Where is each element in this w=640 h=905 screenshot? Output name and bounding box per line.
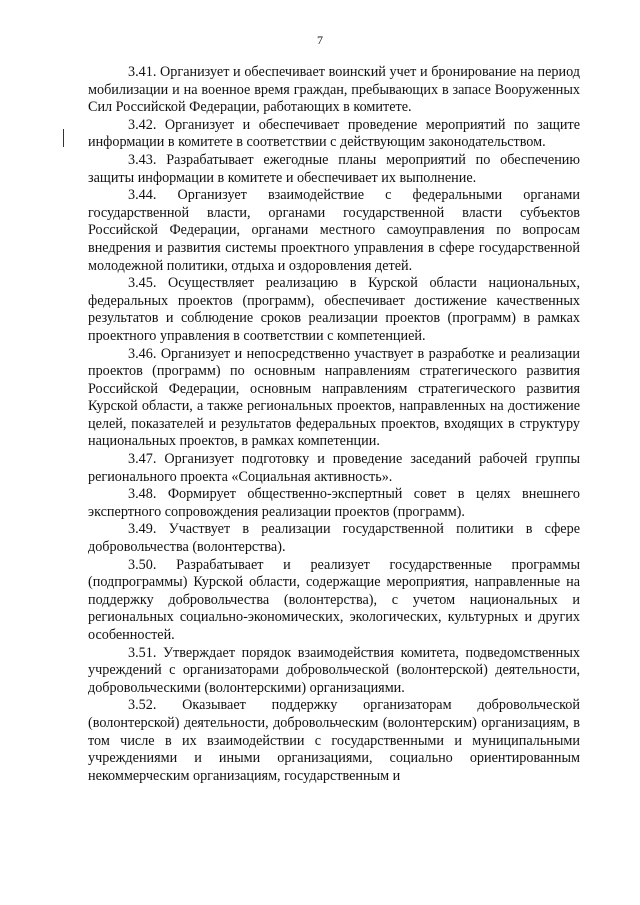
paragraph-3-44: 3.44. Организует взаимодействие с федеральными органами государственной власти, органами государственной власти субъектов Российской Федерации, органами местного самоуправления по вопросам внедрения и развития системы проектного управления в сфере государственной молодежной политики, отдыха и оздоровления детей.	[88, 187, 580, 274]
paragraph-3-49: 3.49. Участвует в реализации государственной политики в сфере добровольчества (волонтерства).	[88, 521, 580, 556]
paragraph-3-50: 3.50. Разрабатывает и реализует государственные программы (подпрограммы) Курской области, содержащие мероприятия, направленные на поддержку добровольчества (волонтерства), с учетом национальных и региональных социально-экономических, экологических, культурных и других особенностей.	[88, 556, 580, 643]
paragraph-3-45: 3.45. Осуществляет реализацию в Курской области национальных, федеральных проектов (программ), обеспечивает достижение качественных результатов и соблюдение сроков реализации проектов (программ) в рамках проектного управления в соответствии с компетенцией.	[88, 275, 580, 344]
paragraph-3-48: 3.48. Формирует общественно-экспертный совет в целях внешнего экспертного сопровождения реализации проектов (программ).	[88, 486, 580, 520]
margin-mark	[63, 129, 64, 147]
document-body	[88, 64, 580, 785]
paragraph-3-51: 3.51. Утверждает порядок взаимодействия комитета, подведомственных учреждений с организаторами добровольческой (волонтерской) деятельности, добровольческими (волонтерскими) организациями.	[88, 644, 580, 696]
paragraph-3-52: 3.52. Оказывает поддержку организаторам добровольческой (волонтерской) деятельности, добровольческим (волонтерским) организациям, в том числе в их взаимодействии с государственными и муниципальными учреждениями и иными организациями, социально ориентированным некоммерческим организациям, государственным и	[88, 697, 580, 784]
paragraph-3-42: 3.42. Организует и обеспечивает проведение мероприятий по защите информации в комитете в соответствии с действующим законодательством.	[88, 116, 580, 151]
paragraph-3-46: 3.46. Организует и непосредственно участвует в разработке и реализации проектов (программ) по основным направлениям стратегического развития Российской Федерации, основным направлениям стратегического развития Курской области, а также региональных проектов, направленных на достижение целей, показателей и результатов федеральных проектов, входящих в структуру национальных проектов, в рамках компетенции.	[88, 345, 580, 450]
paragraph-3-47: 3.47. Организует подготовку и проведение заседаний рабочей группы регионального проекта «Социальная активность».	[88, 451, 580, 485]
paragraph-3-43: 3.43. Разрабатывает ежегодные планы мероприятий по обеспечению защиты информации в комитете и обеспечивает их выполнение.	[88, 151, 580, 186]
page-number: 7	[317, 33, 323, 47]
paragraph-3-41: 3.41. Организует и обеспечивает воинский учет и бронирование на период мобилизации и на военное время граждан, пребывающих в запасе Вооруженных Сил Российской Федерации, работающих в комитете.	[88, 64, 580, 116]
